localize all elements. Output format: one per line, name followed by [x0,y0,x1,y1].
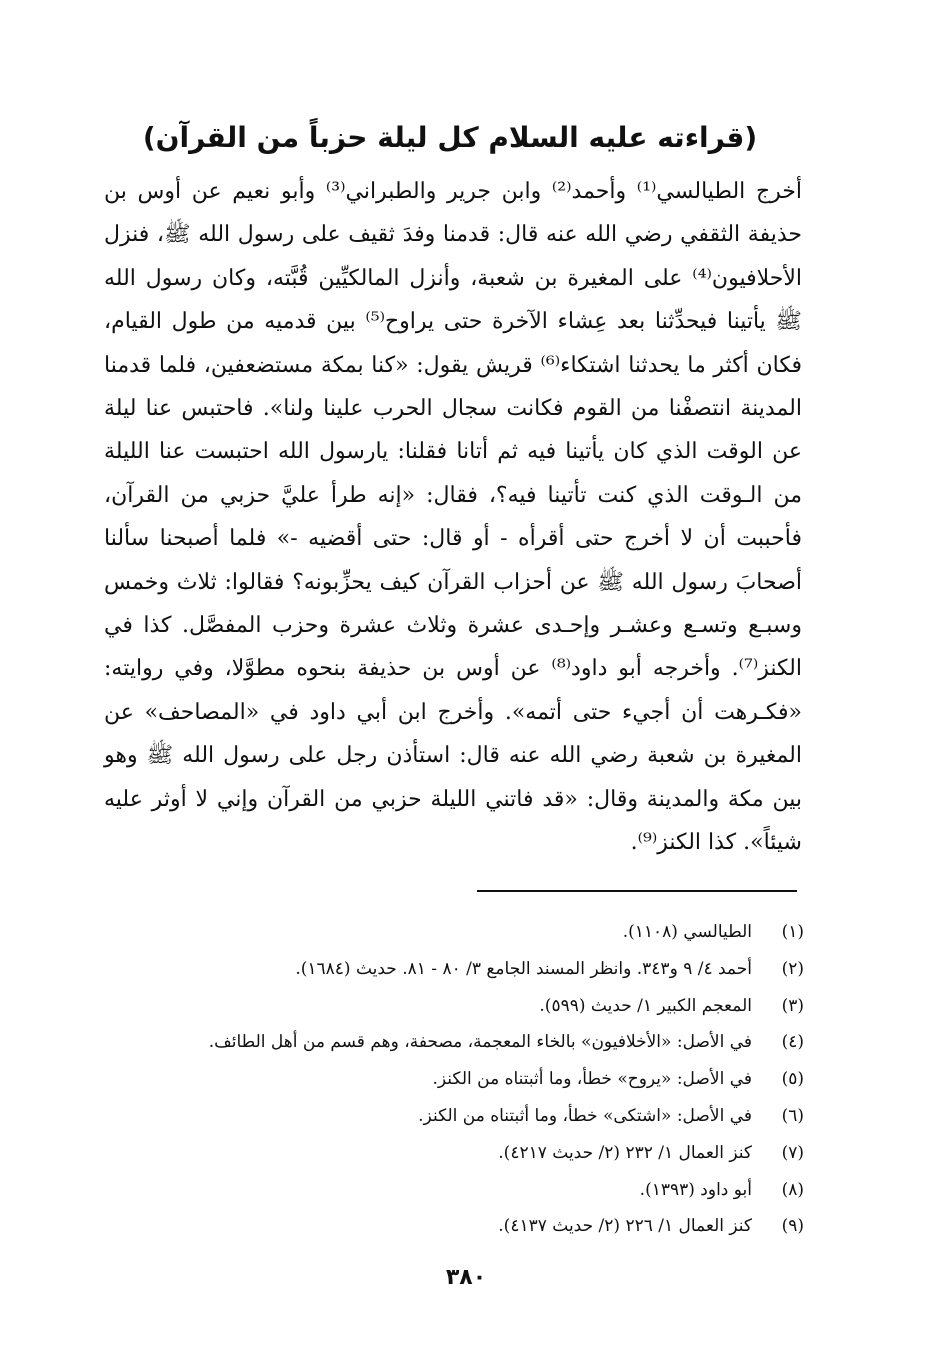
footnote-item [120,1208,804,1245]
footnote-number: (٤) [781,1032,804,1053]
footnote-number: (٣) [781,995,804,1016]
footnote-item [120,1135,804,1172]
footnote-item [120,1061,804,1098]
footnote-number: (٩) [781,1216,804,1237]
footnote-number: (٧) [781,1142,804,1163]
footnote-text: الطيالسي (١١٠٨). [622,922,752,942]
page-number: ٣٨٠ [445,1265,487,1290]
footnote-text: أحمد ٤/ ٩ و٣٤٣. وانظر المسند الجامع ٣/ ٨٠ - ٨١. حديث (١٦٨٤). [295,958,752,979]
footnote-number: (١) [781,922,804,942]
main-text [104,170,802,865]
footnote-separator [477,890,797,892]
footnote-text: كنز العمال ١/ ٢٣٢ (٢/ حديث ٤٢١٧). [498,1142,752,1163]
footnote-item [120,1172,804,1209]
footnote-text: في الأصل: «يروح» خطأ، وما أثبتناه من الكنز. [432,1069,752,1090]
footnote-text: كنز العمال ١/ ٢٢٦ (٢/ حديث ٤١٣٧). [498,1216,752,1237]
footnote-item [120,1024,804,1061]
footnote-number: (٦) [781,1105,804,1126]
section-title: (قراءته عليه السلام كل ليلة حزباً من القرآن) [142,121,758,154]
footnote-text: المعجم الكبير ١/ حديث (٥٩٩). [539,995,752,1016]
footnote-item [120,914,804,951]
footnote-text: في الأصل: «الأخلافيون» بالخاء المعجمة، مصحفة، وهم قسم من أهل الطائف. [208,1032,752,1053]
footnotes [120,914,804,1245]
footnote-item [120,951,804,988]
footnote-text: أبو داود (١٣٩٣). [639,1179,752,1200]
footnote-item [120,1098,804,1135]
footnote-item [120,988,804,1025]
main-paragraph: أخرج الطيالسي⁽¹⁾ وأحمد⁽²⁾ وابن جرير والطبراني⁽³⁾ وأبو نعيم عن أوس بن حذيفة الثقفي رضي الله عنه قال: قدمنا وفدَ ثقيف على رسول الله ﷺ، فنزل الأحلافيون⁽⁴⁾ على المغيرة بن شعبة، وأنزل المالكيِّين قُبَّته، وكان رسول الله ﷺ يأتينا فيحدِّثنا بعد عِشاء الآخرة حتى يراوح⁽⁵⁾ بين قدميه من طول القيام، فكان أكثر ما يحدثنا اشتكاء⁽⁶⁾ قريش يقول: «كنا بمكة مستضعفين، فلما قدمنا المدينة انتصفْنا من القوم فكانت سجال الحرب علينا ولنا». فاحتبس عنا ليلة عن الوقت الذي كان يأتينا فيه ثم أتانا فقلنا: يارسول الله احتبست عنا الليلة من الـوقت الذي كنت تأتينا فيه؟، فقال: «إنه طرأ عليَّ حزبي من القرآن، فأحببت أن لا أخرج حتى أقرأه - أو قال: حتى أقضيه -» فلما أصبحنا سألنا أصحابَ رسول الله ﷺ عن أحزاب القرآن كيف يحزِّبونه؟ فقالوا: ثلاث وخمس وسبـع وتسـع وعشـر وإحـدى عشرة وثلاث عشرة وحزب المفصَّل. كذا في الكنز⁽⁷⁾. وأخرجه أبو داود⁽⁸⁾ عن أوس بن حذيفة بنحوه مطوَّلا، وفي روايته: «فكـرهت أن أجيء حتى أتمه». وأخرج ابن أبي داود في «المصاحف» عن المغيرة بن شعبة رضي الله عنه قال: استأذن رجل على رسول الله ﷺ وهو بين مكة والمدينة وقال: «قد فاتني الليلة حزبي من القرآن وإني لا أوثر عليه شيئاً». كذا الكنز⁽⁹⁾. [104,179,803,856]
footnote-number: (٥) [781,1069,804,1090]
footnote-text: في الأصل: «اشتكى» خطأ، وما أثبتناه من الكنز. [418,1105,752,1126]
footnote-number: (٨) [781,1179,804,1200]
footnote-number: (٢) [781,958,804,979]
